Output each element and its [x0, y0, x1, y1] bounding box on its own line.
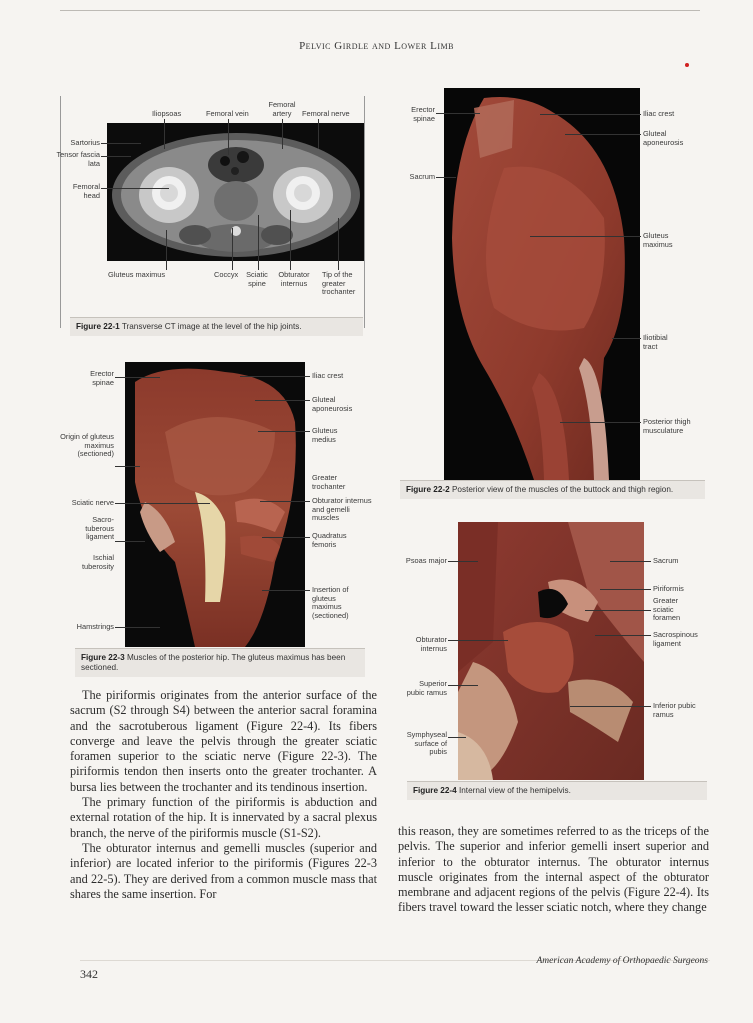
- publisher-name: American Academy of Orthopaedic Surgeons: [536, 956, 708, 966]
- caption-22-3: [75, 648, 365, 677]
- caption-22-2: [400, 480, 705, 499]
- label-obturator-internus: Obturator internus: [278, 270, 310, 288]
- caption-22-2-text: Posterior view of the muscles of the buttock and thigh region.: [451, 485, 674, 494]
- label-posterior-thigh: Posterior thigh musculature: [643, 417, 691, 435]
- label-greater-trochanter: Greater trochanter: [312, 473, 346, 491]
- caption-22-4-number: Figure 22-4: [413, 786, 457, 795]
- label-ischial: Ischial tuberosity: [81, 553, 114, 571]
- paragraph-piriformis-origin: The piriformis originates from the anterior surface of the sacrum (S2 through S4) between the anterior sacral foramina and the sacrotuberous ligament (Figure 22-4). Its fibers converge and leave the pelvis through the greater sciatic foramen superior to the sciatic nerve (Figure 22-3). The piriformis tendon then inserts onto the greater trochanter. A bursa lies between the trochanter and its tendinous insertion.: [70, 688, 377, 794]
- label-piriformis: Piriformis: [653, 584, 684, 593]
- label-origin-gluteus: Origin of gluteus maximus (sectioned): [60, 432, 114, 459]
- label-quadratus: Quadratus femoris: [312, 531, 347, 549]
- label-sciatic-spine: Sciatic spine: [246, 270, 268, 288]
- label-sacrotuberous: Sacro-tuberous ligament: [85, 515, 114, 542]
- posterior-hip-photo: [125, 362, 305, 647]
- running-head: Pelvic Girdle and Lower Limb: [299, 40, 454, 52]
- label-tensor: Tensor fascia lata: [56, 150, 100, 168]
- caption-22-4: [407, 781, 707, 800]
- label-greater-sciatic: Greater sciatic foramen: [653, 596, 681, 623]
- top-rule: [60, 10, 700, 11]
- label-sacrum-4: Sacrum: [653, 556, 679, 565]
- caption-22-2-number: Figure 22-2: [406, 485, 450, 494]
- caption-22-1-number: Figure 22-1: [76, 322, 120, 331]
- paragraph-triceps-pelvis: this reason, they are sometimes referred to as the triceps of the pelvis. The superior and inferior gemelli insert superior and inferior to the obturator internus. The obturator internus muscle originates from the internal aspect of the obturator membrane and adjacent regions of the pelvis (Figure 22-4). Its fibers travel toward the lesser sciatic notch, where they change: [398, 824, 709, 915]
- label-erector-spinae-2: Erector spinae: [411, 105, 435, 123]
- label-gluteus-maximus: Gluteus maximus: [108, 270, 166, 279]
- text-column-right: [398, 824, 709, 916]
- caption-22-4-text: Internal view of the hemipelvis.: [458, 786, 571, 795]
- label-femoral-vein: Femoral vein: [206, 109, 249, 118]
- label-sacrum-2: Sacrum: [409, 172, 435, 181]
- label-iliac-crest-3: Iliac crest: [312, 371, 344, 380]
- label-inferior-pubic: Inferior pubic ramus: [653, 701, 696, 719]
- label-obturator-gemelli: Obturator internus and gemelli muscles: [312, 496, 372, 523]
- label-femoral-artery: Femoral artery: [268, 100, 296, 118]
- label-tip-trochanter: Tip of the greater trochanter: [322, 270, 356, 297]
- label-iliac-crest-2: Iliac crest: [643, 109, 675, 118]
- label-gluteal-aponeurosis-3: Gluteal aponeurosis: [312, 395, 353, 413]
- label-gluteus-maximus-2: Gluteus maximus: [643, 231, 673, 249]
- label-superior-pubic: Superior pubic ramus: [406, 679, 447, 697]
- label-sartorius: Sartorius: [70, 138, 100, 147]
- label-psoas-major: Psoas major: [405, 556, 447, 565]
- label-sciatic-nerve: Sciatic nerve: [71, 498, 114, 507]
- text-column-left: [70, 688, 377, 902]
- paragraph-piriformis-function: The primary function of the piriformis is abduction and external rotation of the hip. It is innervated by a sacral plexus branch, the nerve of the piriformis muscle (S1-S2).: [70, 795, 377, 840]
- caption-22-1: [70, 317, 363, 336]
- label-femoral-nerve: Femoral nerve: [302, 109, 350, 118]
- label-iliotibial-tract: Iliotibial tract: [643, 333, 668, 351]
- label-gluteal-aponeurosis-2: Gluteal aponeurosis: [643, 129, 684, 147]
- label-symphyseal: Symphyseal surface of pubis: [406, 730, 447, 757]
- label-insertion-gluteus: Insertion of gluteus maximus (sectioned): [312, 585, 349, 620]
- ct-image: [107, 123, 365, 261]
- label-hamstrings: Hamstrings: [76, 622, 114, 631]
- paragraph-obturator-gemelli: The obturator internus and gemelli muscles (superior and inferior) are located inferior to the piriformis (Figures 22-3 and 22-5). They are derived from a common muscle mass that shares the same insertion. For: [70, 840, 377, 901]
- label-obturator-internus-4: Obturator internus: [415, 635, 447, 653]
- caption-22-3-text: Muscles of the posterior hip. The gluteus maximus has been sectioned.: [81, 653, 346, 672]
- label-iliopsoas: Iliopsoas: [152, 109, 182, 118]
- caption-22-3-number: Figure 22-3: [81, 653, 125, 662]
- caption-22-1-text: Transverse CT image at the level of the hip joints.: [121, 322, 302, 331]
- label-erector-spinae-3: Erector spinae: [90, 369, 114, 387]
- red-dot-mark: [685, 63, 689, 67]
- label-sacrospinous: Sacrospinous ligament: [653, 630, 698, 648]
- label-gluteus-medius: Gluteus medius: [312, 426, 338, 444]
- page-number: 342: [80, 967, 98, 981]
- label-coccyx: Coccyx: [214, 270, 239, 279]
- label-femoral-head: Femoral head: [72, 182, 100, 200]
